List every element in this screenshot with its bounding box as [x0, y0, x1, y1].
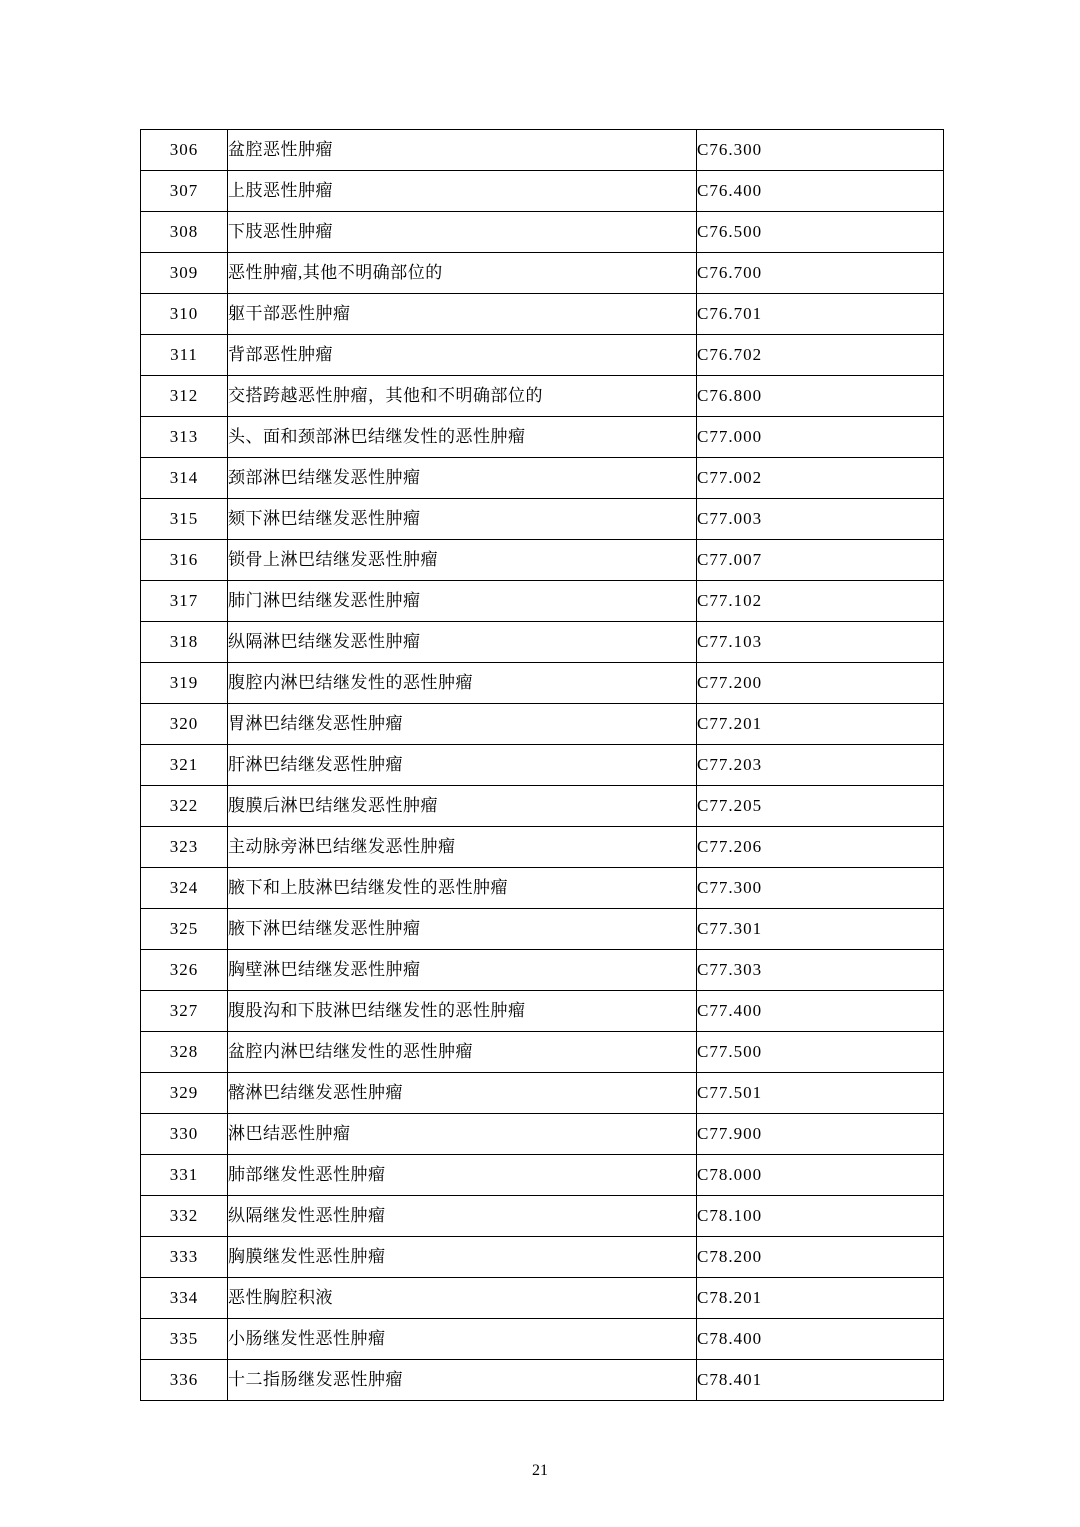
disease-code-cell: C76.400 [697, 171, 944, 212]
disease-code-cell: C78.201 [697, 1278, 944, 1319]
disease-name-cell: 纵隔继发性恶性肿瘤 [228, 1196, 697, 1237]
disease-name-cell: 十二指肠继发恶性肿瘤 [228, 1360, 697, 1401]
row-index-cell: 321 [141, 745, 228, 786]
table-row [141, 335, 944, 376]
disease-name-cell: 腹腔内淋巴结继发性的恶性肿瘤 [228, 663, 697, 704]
row-index-cell: 309 [141, 253, 228, 294]
table-row [141, 1155, 944, 1196]
disease-code-cell: C78.200 [697, 1237, 944, 1278]
table-row [141, 499, 944, 540]
disease-code-table [140, 129, 944, 1401]
disease-name-cell: 下肢恶性肿瘤 [228, 212, 697, 253]
table-row [141, 1360, 944, 1401]
row-index-cell: 312 [141, 376, 228, 417]
disease-code-cell: C78.000 [697, 1155, 944, 1196]
table-row [141, 171, 944, 212]
disease-name-cell: 恶性肿瘤,其他不明确部位的 [228, 253, 697, 294]
disease-name-cell: 胃淋巴结继发恶性肿瘤 [228, 704, 697, 745]
row-index-cell: 334 [141, 1278, 228, 1319]
row-index-cell: 324 [141, 868, 228, 909]
disease-name-cell: 淋巴结恶性肿瘤 [228, 1114, 697, 1155]
disease-code-cell: C77.103 [697, 622, 944, 663]
table-row [141, 991, 944, 1032]
table-body [141, 130, 944, 1401]
disease-name-cell: 躯干部恶性肿瘤 [228, 294, 697, 335]
table-row [141, 1237, 944, 1278]
table-row [141, 663, 944, 704]
disease-name-cell: 上肢恶性肿瘤 [228, 171, 697, 212]
disease-name-cell: 背部恶性肿瘤 [228, 335, 697, 376]
disease-code-cell: C76.800 [697, 376, 944, 417]
row-index-cell: 336 [141, 1360, 228, 1401]
page-number: 21 [532, 1462, 548, 1479]
row-index-cell: 320 [141, 704, 228, 745]
disease-name-cell: 锁骨上淋巴结继发恶性肿瘤 [228, 540, 697, 581]
disease-code-cell: C76.702 [697, 335, 944, 376]
table-row [141, 130, 944, 171]
disease-code-cell: C77.200 [697, 663, 944, 704]
table-row [141, 458, 944, 499]
disease-code-cell: C77.007 [697, 540, 944, 581]
table-row [141, 704, 944, 745]
disease-name-cell: 纵隔淋巴结继发恶性肿瘤 [228, 622, 697, 663]
disease-name-cell: 髂淋巴结继发恶性肿瘤 [228, 1073, 697, 1114]
disease-code-cell: C77.301 [697, 909, 944, 950]
disease-name-cell: 小肠继发性恶性肿瘤 [228, 1319, 697, 1360]
disease-code-cell: C77.400 [697, 991, 944, 1032]
table-row [141, 1114, 944, 1155]
disease-name-cell: 肺部继发性恶性肿瘤 [228, 1155, 697, 1196]
disease-name-cell: 头、面和颈部淋巴结继发性的恶性肿瘤 [228, 417, 697, 458]
row-index-cell: 333 [141, 1237, 228, 1278]
disease-code-cell: C77.205 [697, 786, 944, 827]
row-index-cell: 330 [141, 1114, 228, 1155]
row-index-cell: 317 [141, 581, 228, 622]
disease-code-cell: C77.501 [697, 1073, 944, 1114]
table-row [141, 540, 944, 581]
row-index-cell: 307 [141, 171, 228, 212]
table-row [141, 909, 944, 950]
disease-name-cell: 腹膜后淋巴结继发恶性肿瘤 [228, 786, 697, 827]
disease-code-cell: C77.900 [697, 1114, 944, 1155]
table-row [141, 1073, 944, 1114]
disease-name-cell: 盆腔内淋巴结继发性的恶性肿瘤 [228, 1032, 697, 1073]
disease-code-cell: C77.201 [697, 704, 944, 745]
row-index-cell: 335 [141, 1319, 228, 1360]
disease-code-cell: C77.000 [697, 417, 944, 458]
table-row [141, 1278, 944, 1319]
disease-name-cell: 颈部淋巴结继发恶性肿瘤 [228, 458, 697, 499]
row-index-cell: 327 [141, 991, 228, 1032]
disease-name-cell: 肺门淋巴结继发恶性肿瘤 [228, 581, 697, 622]
row-index-cell: 323 [141, 827, 228, 868]
disease-code-cell: C78.400 [697, 1319, 944, 1360]
disease-name-cell: 盆腔恶性肿瘤 [228, 130, 697, 171]
disease-code-cell: C77.203 [697, 745, 944, 786]
table-row [141, 786, 944, 827]
disease-code-cell: C76.300 [697, 130, 944, 171]
table-row [141, 212, 944, 253]
disease-name-cell: 恶性胸腔积液 [228, 1278, 697, 1319]
table-row [141, 376, 944, 417]
table-row [141, 868, 944, 909]
disease-name-cell: 主动脉旁淋巴结继发恶性肿瘤 [228, 827, 697, 868]
table-row [141, 253, 944, 294]
disease-code-cell: C77.300 [697, 868, 944, 909]
row-index-cell: 306 [141, 130, 228, 171]
table-row [141, 1032, 944, 1073]
row-index-cell: 316 [141, 540, 228, 581]
table-row [141, 1319, 944, 1360]
row-index-cell: 325 [141, 909, 228, 950]
disease-code-cell: C77.003 [697, 499, 944, 540]
disease-code-cell: C76.500 [697, 212, 944, 253]
disease-name-cell: 腹股沟和下肢淋巴结继发性的恶性肿瘤 [228, 991, 697, 1032]
disease-name-cell: 胸膜继发性恶性肿瘤 [228, 1237, 697, 1278]
table-row [141, 622, 944, 663]
disease-name-cell: 交搭跨越恶性肿瘤，其他和不明确部位的 [228, 376, 697, 417]
disease-name-cell: 颏下淋巴结继发恶性肿瘤 [228, 499, 697, 540]
row-index-cell: 326 [141, 950, 228, 991]
disease-code-cell: C77.500 [697, 1032, 944, 1073]
disease-name-cell: 腋下淋巴结继发恶性肿瘤 [228, 909, 697, 950]
table-row [141, 827, 944, 868]
row-index-cell: 331 [141, 1155, 228, 1196]
row-index-cell: 329 [141, 1073, 228, 1114]
disease-code-cell: C77.002 [697, 458, 944, 499]
row-index-cell: 311 [141, 335, 228, 376]
disease-code-cell: C76.700 [697, 253, 944, 294]
disease-name-cell: 腋下和上肢淋巴结继发性的恶性肿瘤 [228, 868, 697, 909]
row-index-cell: 328 [141, 1032, 228, 1073]
row-index-cell: 308 [141, 212, 228, 253]
disease-code-cell: C78.100 [697, 1196, 944, 1237]
table-row [141, 417, 944, 458]
disease-code-cell: C77.102 [697, 581, 944, 622]
row-index-cell: 313 [141, 417, 228, 458]
disease-code-cell: C77.206 [697, 827, 944, 868]
table-row [141, 950, 944, 991]
row-index-cell: 322 [141, 786, 228, 827]
table-row [141, 294, 944, 335]
disease-code-cell: C76.701 [697, 294, 944, 335]
row-index-cell: 318 [141, 622, 228, 663]
disease-code-table-wrapper [140, 129, 940, 1401]
row-index-cell: 315 [141, 499, 228, 540]
disease-name-cell: 肝淋巴结继发恶性肿瘤 [228, 745, 697, 786]
row-index-cell: 314 [141, 458, 228, 499]
disease-code-cell: C78.401 [697, 1360, 944, 1401]
table-row [141, 745, 944, 786]
table-row [141, 1196, 944, 1237]
table-row [141, 581, 944, 622]
disease-name-cell: 胸壁淋巴结继发恶性肿瘤 [228, 950, 697, 991]
row-index-cell: 332 [141, 1196, 228, 1237]
disease-code-cell: C77.303 [697, 950, 944, 991]
row-index-cell: 310 [141, 294, 228, 335]
row-index-cell: 319 [141, 663, 228, 704]
